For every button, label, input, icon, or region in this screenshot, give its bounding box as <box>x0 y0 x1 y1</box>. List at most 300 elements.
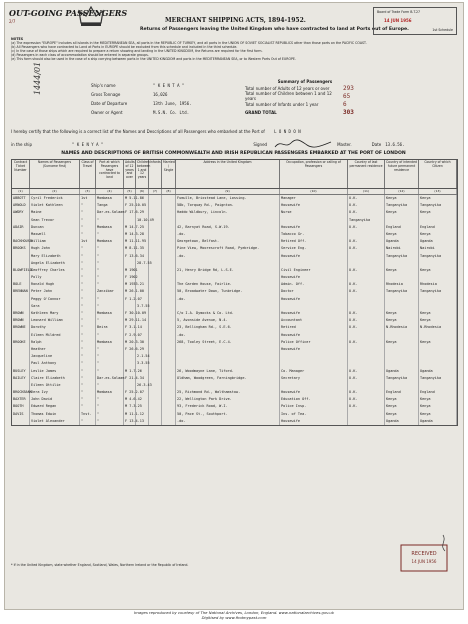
column-header: Adults of 12 years and over <box>124 160 136 188</box>
table-cell <box>149 195 162 202</box>
table-cell: " <box>96 267 124 274</box>
table-cell: N.Rhodesia <box>385 324 419 331</box>
table-cell: Cyril Frederick <box>30 195 80 202</box>
column-number: (1) <box>12 189 30 194</box>
summary-infants-label: Total number of Infants under 1 year <box>245 101 319 107</box>
table-cell: M 4.6.42 <box>124 396 136 403</box>
table-cell: U.K. <box>348 267 385 274</box>
table-cell <box>149 202 162 209</box>
table-cell <box>149 260 162 267</box>
table-cell: Violet Alexander <box>30 418 80 425</box>
table-cell <box>149 403 162 410</box>
date-label: Date <box>371 141 382 147</box>
table-cell <box>162 209 176 216</box>
table-cell: M 1901 <box>124 267 136 274</box>
column-number: (3) <box>80 189 96 194</box>
signature-row <box>11 139 451 149</box>
table-cell <box>12 296 30 303</box>
table-cell: 26, Woodmayne Lane, Tiford. <box>176 368 280 375</box>
table-cell <box>124 303 136 310</box>
table-cell: Housewife <box>280 224 348 231</box>
table-cell <box>149 288 162 295</box>
column-header: Country of which Citizen <box>419 160 457 188</box>
table-cell <box>419 296 457 303</box>
table-cell <box>385 353 419 360</box>
column-number: (2) <box>30 189 80 194</box>
summary-box <box>245 79 365 116</box>
table-cell <box>162 231 176 238</box>
table-cell <box>136 253 149 260</box>
table-cell <box>419 303 457 310</box>
table-row <box>12 324 457 331</box>
table-cell: Kenya <box>385 231 419 238</box>
table-row <box>12 260 457 267</box>
table-cell: Geoffrey Charles <box>30 267 80 274</box>
table-cell: Vera Ivy <box>30 389 80 396</box>
table-cell: F 25.10.05 <box>124 202 136 209</box>
footnote: * If in the United Kingdom, state whether England, Scotland, Wales, Northern Ireland or the Republic of Ireland. <box>11 563 189 567</box>
table-cell: Housewife <box>280 418 348 425</box>
table-cell <box>149 274 162 281</box>
table-cell <box>419 382 457 389</box>
table-cell: " <box>80 296 96 303</box>
table-cell: U.K. <box>348 310 385 317</box>
table-cell: AWDRY <box>12 209 30 216</box>
column-number: (12) <box>385 189 419 194</box>
table-cell: Housewife <box>280 310 348 317</box>
table-cell <box>149 339 162 346</box>
table-cell: Housewife <box>280 202 348 209</box>
table-cell: " <box>96 396 124 403</box>
table-cell <box>136 339 149 346</box>
table-cell: M 1933.21 <box>124 281 136 288</box>
table-row <box>12 253 457 260</box>
table-cell: U.K. <box>348 375 385 382</box>
column-number: (5) <box>124 189 136 194</box>
table-cell: Nurse <box>280 209 348 216</box>
table-cell: F 1902 <box>124 274 136 281</box>
table-row <box>12 209 457 216</box>
received-stamp <box>395 531 455 579</box>
ship-label: in the ship <box>11 141 33 147</box>
table-cell <box>280 382 348 389</box>
table-cell: 268, Tooley Street, E.C.4. <box>176 339 280 346</box>
table-cell: Uganda <box>419 418 457 425</box>
table-cell: 10.10.49 <box>136 217 149 224</box>
table-cell: Manager <box>280 195 348 202</box>
table-cell <box>136 224 149 231</box>
table-cell <box>385 296 419 303</box>
form-number: Board of Trade Form B.T.27 <box>377 10 421 14</box>
table-row <box>12 303 457 310</box>
table-cell: " <box>96 253 124 260</box>
table-cell: " <box>80 389 96 396</box>
table-cell: Maine <box>30 209 80 216</box>
table-cell: Kenya <box>419 339 457 346</box>
table-cell: " <box>96 403 124 410</box>
table-cell <box>136 324 149 331</box>
table-cell: Kathleen Mary <box>30 310 80 317</box>
table-cell <box>162 310 176 317</box>
table-row <box>12 317 457 324</box>
form-title: OUT-GOING PASSENGERS <box>9 8 128 18</box>
table-cell: " <box>80 217 96 224</box>
table-cell: Uganda <box>385 418 419 425</box>
table-cell: BROOKS <box>12 245 30 252</box>
table-cell: " <box>80 353 96 360</box>
table-cell <box>162 238 176 245</box>
table-cell <box>162 288 176 295</box>
table-cell: Tanganyika <box>419 253 457 260</box>
note-line: (c) In the case of those ships which are required to prepare a return showing and landing in the UNITED KINGDOM, the Returns are required for the first form. <box>11 49 263 53</box>
table-cell: " <box>96 411 124 418</box>
table-cell: Leonard William <box>30 317 80 324</box>
table-cell: " <box>96 346 124 353</box>
crown-emblem-icon <box>75 3 107 29</box>
table-cell: Pine View, Moorescroft Road, Pyebridge. <box>176 245 280 252</box>
table-cell: 28.7.55 <box>136 260 149 267</box>
handwritten-number: 1444/01 <box>33 61 42 95</box>
table-cell: " <box>96 368 124 375</box>
column-number: (9) <box>176 189 280 194</box>
table-cell <box>12 382 30 389</box>
table-cell: " <box>80 382 96 389</box>
table-cell <box>280 353 348 360</box>
table-cell: Kenya <box>385 339 419 346</box>
table-cell: 93, Frederick Road, W.I. <box>176 403 280 410</box>
summary-adults-label: Total number of Adults of 12 years or over <box>245 85 330 91</box>
table-cell: " <box>96 418 124 425</box>
table-cell <box>162 217 176 224</box>
table-cell: Eileen Mildred <box>30 332 80 339</box>
manifest-sheet <box>4 2 464 610</box>
table-cell: " <box>80 224 96 231</box>
table-cell: 3.7.55 <box>136 303 149 310</box>
table-cell: Peggy O'Connor <box>30 296 80 303</box>
table-cell <box>12 353 30 360</box>
table-cell <box>12 418 30 425</box>
table-cell: Secretary <box>280 375 348 382</box>
table-cell: " <box>96 274 124 281</box>
table-cell: England <box>385 389 419 396</box>
table-cell <box>162 253 176 260</box>
table-cell: U.K. <box>348 317 385 324</box>
table-cell <box>176 382 280 389</box>
table-cell: ARNOLD <box>12 202 30 209</box>
table-cell: U.K. <box>348 339 385 346</box>
table-cell <box>162 317 176 324</box>
ship-details <box>91 81 241 117</box>
returns-heading: Returns of Passengers leaving the United Kingdom who have contracted to land at Ports out of Europe. <box>140 27 409 32</box>
table-cell: -do- <box>176 296 280 303</box>
table-cell: Angela Elizabeth <box>30 260 80 267</box>
table-cell <box>149 303 162 310</box>
table-cell: " <box>96 296 124 303</box>
table-cell <box>162 202 176 209</box>
table-cell: U.K. <box>348 281 385 288</box>
table-row <box>12 382 457 389</box>
table-cell: " <box>80 303 96 310</box>
table-cell: Mombasa <box>96 195 124 202</box>
note-line: (b) All Passengers who have contracted to Land at Ports in EUROPE should be excluded from this schedule and included in the third schedule. <box>11 45 238 49</box>
table-row <box>12 267 457 274</box>
table-cell <box>149 224 162 231</box>
column-header: Address in the United Kingdom <box>176 160 280 188</box>
table-cell <box>162 296 176 303</box>
table-cell: " <box>80 332 96 339</box>
table-cell <box>385 360 419 367</box>
table-cell: U.K. <box>348 195 385 202</box>
table-cell <box>12 303 30 310</box>
table-cell: F 1.2.07 <box>124 296 136 303</box>
table-cell: BROWN <box>12 317 30 324</box>
table-cell <box>149 267 162 274</box>
table-cell <box>12 253 30 260</box>
column-header: Infants <box>149 160 162 188</box>
table-cell: " <box>80 202 96 209</box>
table-cell <box>149 324 162 331</box>
table-cell: Kenya <box>419 195 457 202</box>
tonnage-label: Gross Tonnage <box>91 92 121 97</box>
table-cell: F 26.6.29 <box>124 346 136 353</box>
table-cell: Kenya <box>385 403 419 410</box>
table-cell <box>162 382 176 389</box>
table-cell: Heather <box>30 346 80 353</box>
table-cell <box>162 389 176 396</box>
table-cell: Admin. Off. <box>280 281 348 288</box>
column-header: Names of Passengers (Surname first) <box>30 160 80 188</box>
table-cell <box>136 310 149 317</box>
table-row <box>12 339 457 346</box>
table-cell: F 21.4.34 <box>124 375 136 382</box>
table-cell: F 3.1.14 <box>124 324 136 331</box>
signed-label: Signed <box>253 141 268 147</box>
table-cell <box>12 231 30 238</box>
table-cell <box>124 382 136 389</box>
master-label: Master. <box>337 141 352 147</box>
column-number: (7) <box>149 189 162 194</box>
table-cell <box>385 346 419 353</box>
table-cell <box>162 339 176 346</box>
table-cell: " <box>96 281 124 288</box>
table-cell: M 8.11.35 <box>124 245 136 252</box>
table-cell <box>149 360 162 367</box>
table-title: NAMES AND DESCRIPTIONS OF BRITISH COMMONWEALTH AND IRISH REPUBLICAN PASSENGERS EMBARKED AT THE PORT OF LONDON <box>61 151 406 156</box>
table-cell <box>162 332 176 339</box>
table-cell: " <box>80 231 96 238</box>
table-cell <box>176 346 280 353</box>
table-cell: " <box>80 403 96 410</box>
table-row <box>12 224 457 231</box>
table-cell <box>348 411 385 418</box>
table-row <box>12 368 457 375</box>
table-cell <box>419 332 457 339</box>
table-cell: Mombasa <box>96 310 124 317</box>
table-cell: ABBOTT <box>12 195 30 202</box>
table-cell: U.K. <box>348 224 385 231</box>
table-cell: BAILEY <box>12 375 30 382</box>
master-signature <box>273 139 333 149</box>
table-cell <box>149 238 162 245</box>
table-cell: " <box>96 360 124 367</box>
owner-label: Owner or Agent <box>91 110 123 115</box>
column-header: Contract Ticket Number <box>12 160 30 188</box>
table-cell: England <box>419 389 457 396</box>
credit-line-1: Images reproduced by courtesy of The National Archives, London, England. www.nationalarchives.gov.uk <box>133 610 335 615</box>
column-number: (13) <box>419 189 457 194</box>
table-cell <box>419 260 457 267</box>
table-cell <box>136 281 149 288</box>
table-cell: Eileen Ottilie <box>30 382 80 389</box>
notes-heading: NOTES <box>11 37 24 41</box>
table-cell: 21, Henry Bridge Rd, L.S.E. <box>176 267 280 274</box>
table-cell: M 5.11.86 <box>124 195 136 202</box>
table-cell: M 26.1.00 <box>124 288 136 295</box>
credit-line-2: Digitised by www.findmypast.com <box>201 615 267 620</box>
table-cell <box>124 260 136 267</box>
table-cell: Uganda <box>419 238 457 245</box>
table-cell: Claire Elizabeth <box>30 375 80 382</box>
table-cell: The Garden House, Fairlie. <box>176 281 280 288</box>
table-cell: U.K. <box>348 403 385 410</box>
table-cell: M 11.1.12 <box>124 411 136 418</box>
table-cell <box>124 217 136 224</box>
table-cell: M 29.11.14 <box>124 317 136 324</box>
table-cell: 58b, Torquay Rd., Paignton. <box>176 202 280 209</box>
table-cell: " <box>96 260 124 267</box>
table-cell <box>136 267 149 274</box>
table-cell: Tanga <box>96 202 124 209</box>
table-cell <box>149 281 162 288</box>
table-cell: Jacqueline <box>30 353 80 360</box>
table-cell <box>176 353 280 360</box>
table-cell: " <box>80 310 96 317</box>
table-cell: M 7.3.25 <box>124 403 136 410</box>
table-cell: " <box>80 339 96 346</box>
table-cell: Zanzibar <box>96 288 124 295</box>
table-cell: Peter John <box>30 288 80 295</box>
table-cell: U.K. <box>348 389 385 396</box>
column-number: (6) <box>136 189 149 194</box>
table-cell: Paul Anthony <box>30 360 80 367</box>
summary-children-value: 65 <box>343 92 351 100</box>
table-cell <box>162 375 176 382</box>
column-header: Country of last permanent residence <box>348 160 385 188</box>
archive-credit <box>0 610 468 620</box>
table-cell <box>136 274 149 281</box>
table-row <box>12 195 457 202</box>
table-cell: Dorothy <box>30 324 80 331</box>
received-stamp-icon <box>395 531 455 579</box>
table-cell: " <box>80 346 96 353</box>
table-cell: Kenya <box>419 209 457 216</box>
table-cell <box>136 332 149 339</box>
table-cell <box>176 217 280 224</box>
act-title: MERCHANT SHIPPING ACTS, 1894-1952. <box>165 17 306 24</box>
table-cell <box>136 209 149 216</box>
table-cell: Tanganyika <box>385 202 419 209</box>
table-cell <box>162 360 176 367</box>
table-cell: Edward Regan <box>30 403 80 410</box>
table-cell: Rhodesia <box>419 281 457 288</box>
table-cell: William <box>30 238 80 245</box>
certification-line <box>11 129 451 134</box>
table-cell: 22, Wellington Park Drive. <box>176 396 280 403</box>
note-line: (d) Passengers in each class of accommodation should be entered in separate groups. <box>11 53 149 57</box>
table-cell: England <box>385 224 419 231</box>
ref-mark: 2/7 <box>9 19 16 24</box>
table-cell: Doctor <box>280 288 348 295</box>
table-cell: Mombasa <box>96 224 124 231</box>
table-cell <box>419 360 457 367</box>
table-cell <box>162 418 176 425</box>
table-cell: 26.3.43 <box>136 382 149 389</box>
table-cell: M 20.3.30 <box>124 339 136 346</box>
table-cell: " <box>80 209 96 216</box>
table-cell <box>280 217 348 224</box>
table-cell: Hugh John <box>30 245 80 252</box>
table-cell <box>124 360 136 367</box>
table-cell <box>348 231 385 238</box>
table-cell: Mombasa <box>96 238 124 245</box>
table-cell: " <box>96 245 124 252</box>
table-cell: BLOWFIELD <box>12 267 30 274</box>
table-cell: BUSLEY <box>12 368 30 375</box>
table-cell <box>149 231 162 238</box>
table-cell <box>136 418 149 425</box>
table-cell <box>12 217 30 224</box>
table-cell: Kenya <box>385 310 419 317</box>
table-cell: BOOTH <box>12 403 30 410</box>
table-cell: DAVIS <box>12 411 30 418</box>
table-cell: Kenya <box>419 411 457 418</box>
table-cell: " <box>80 375 96 382</box>
table-cell <box>149 353 162 360</box>
table-cell: " <box>80 396 96 403</box>
table-cell <box>149 217 162 224</box>
table-cell <box>348 346 385 353</box>
table-cell: Housewife <box>280 274 348 281</box>
table-cell: " <box>80 267 96 274</box>
received-stamp-label: RECEIVED <box>411 551 437 557</box>
table-cell: BOLE <box>12 281 30 288</box>
table-cell <box>149 368 162 375</box>
summary-adults-value: 293 <box>343 84 354 92</box>
table-cell: Maxwell <box>30 231 80 238</box>
table-cell <box>136 368 149 375</box>
table-cell <box>162 267 176 274</box>
table-cell: " <box>80 288 96 295</box>
table-cell: Kenya <box>385 267 419 274</box>
table-cell: Mary Elizabeth <box>30 253 80 260</box>
table-cell <box>162 303 176 310</box>
table-cell <box>348 303 385 310</box>
table-cell: U.K. <box>348 396 385 403</box>
table-cell <box>280 303 348 310</box>
departure-label: Date of Departure <box>91 101 128 106</box>
table-row <box>12 353 457 360</box>
certify-port: L O N D O N <box>274 129 301 134</box>
table-cell: Kenya <box>419 310 457 317</box>
table-cell: BROWN <box>12 310 30 317</box>
summary-total-value: 303 <box>343 108 354 116</box>
table-cell: Kenya <box>419 231 457 238</box>
table-row <box>12 202 457 209</box>
table-cell: " <box>80 260 96 267</box>
table-cell: " <box>80 360 96 367</box>
table-cell <box>149 389 162 396</box>
table-cell: Education Off. <box>280 396 348 403</box>
